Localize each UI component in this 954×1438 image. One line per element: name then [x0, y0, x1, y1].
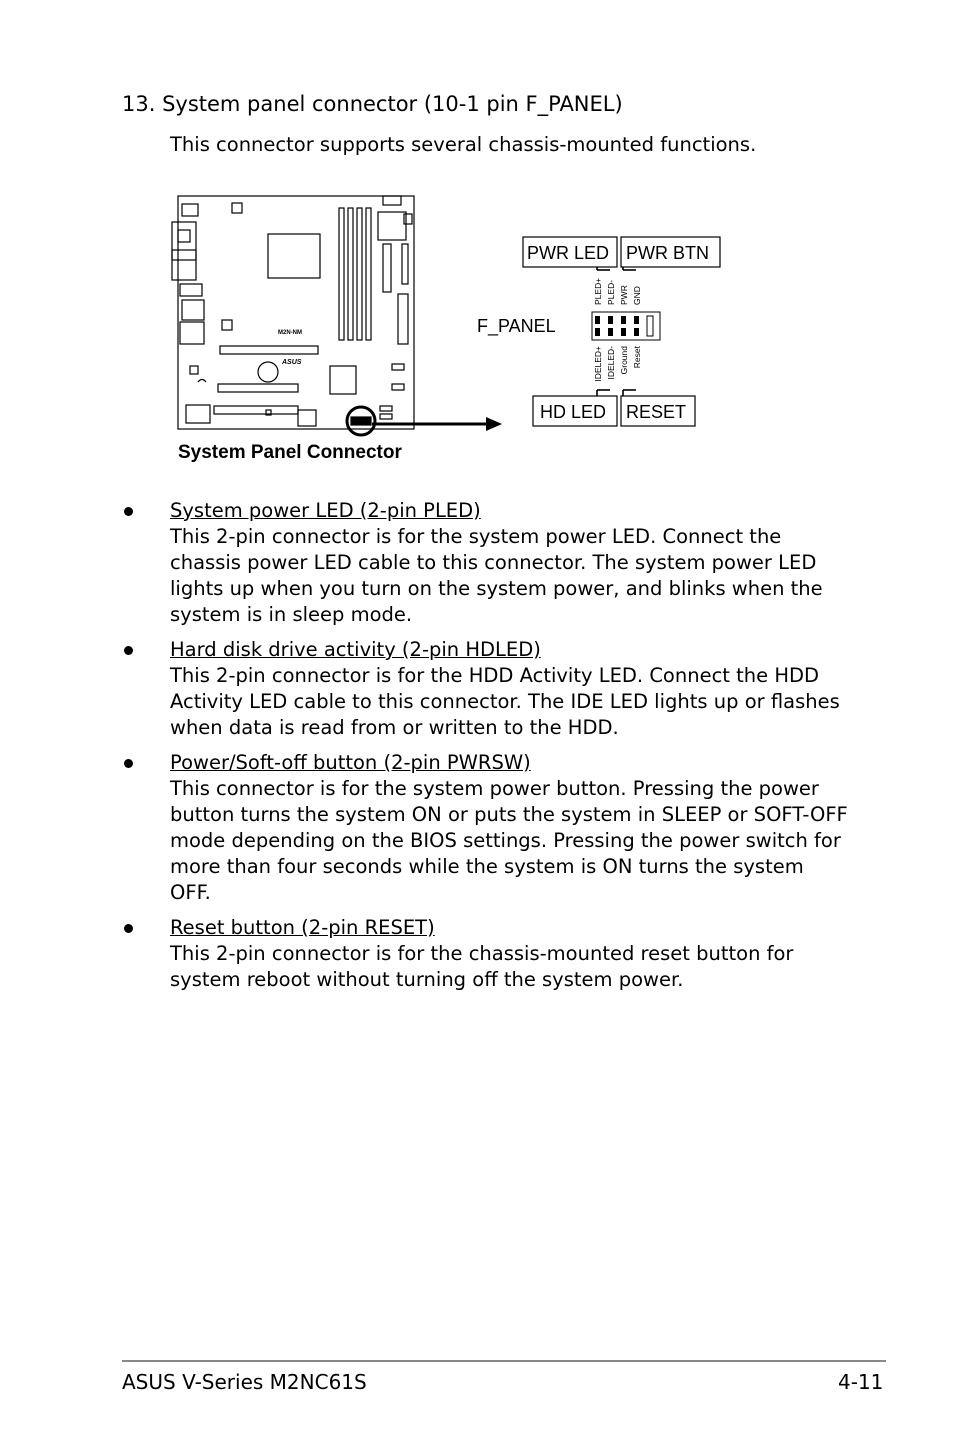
pointer-arrow-head — [486, 417, 502, 431]
reset-label: RESET — [626, 402, 687, 422]
bullet-list — [120, 498, 850, 1002]
bullet-line: This connector is for the system power button. Pressing the power — [170, 777, 819, 800]
bullet-dot — [124, 507, 133, 516]
board-brand-logo: ASUS — [282, 359, 302, 366]
bullet-line: This 2-pin connector is for the chassis-mounted reset button for — [170, 942, 794, 965]
bullet-line: Activity LED cable to this connector. The IDE LED lights up or flashes — [170, 690, 840, 713]
pin-label-pled-minus: PLED- — [606, 279, 616, 305]
bullet-line: mode depending on the BIOS settings. Pressing the power switch for — [170, 829, 841, 852]
bullet-line: more than four seconds while the system is ON turns the system OFF. — [170, 855, 804, 904]
page-number: 4-11 — [838, 1370, 884, 1394]
motherboard-illustration — [172, 196, 414, 435]
bullet-title: System power LED (2-pin PLED) — [170, 499, 481, 522]
pin-header — [592, 312, 660, 340]
bullet-line: This 2-pin connector is for the HDD Activity LED. Connect the HDD — [170, 664, 820, 687]
bullet-title: Reset button (2-pin RESET) — [170, 916, 435, 939]
system-panel-diagram — [0, 0, 954, 480]
pin-label-ideled-plus: IDELED+ — [593, 346, 603, 382]
list-item — [120, 637, 850, 741]
diagram-caption: System Panel Connector — [178, 442, 402, 463]
connector-name-label: F_PANEL — [477, 316, 556, 336]
list-item — [120, 750, 850, 906]
bullet-dot — [124, 646, 133, 655]
bullet-title: Hard disk drive activity (2-pin HDLED) — [170, 638, 541, 661]
bullet-dot — [124, 924, 133, 933]
section-intro: This connector supports several chassis-mounted functions. — [170, 133, 757, 156]
pin-label-gnd: GND — [632, 286, 642, 305]
bullet-line: This 2-pin connector is for the system power LED. Connect the — [170, 525, 782, 548]
section-title: 13. System panel connector (10-1 pin F_PANEL) — [122, 92, 623, 116]
pin-label-reset: Reset — [632, 346, 642, 369]
bullet-line: chassis power LED cable to this connector. The system power LED — [170, 551, 817, 574]
pin-label-pwr: PWR — [619, 285, 629, 305]
board-model-label: M2N-NM — [278, 330, 302, 336]
bullet-line: system reboot without turning off the system power. — [170, 968, 684, 991]
bullet-line: system is in sleep mode. — [170, 603, 413, 626]
bullet-line: when data is read from or written to the HDD. — [170, 716, 619, 739]
pwr-led-label: PWR LED — [527, 243, 610, 263]
pin-label-pled-plus: PLED+ — [593, 277, 603, 305]
hd-led-label: HD LED — [540, 402, 607, 422]
bullet-line: button turns the system ON or puts the system in SLEEP or SOFT-OFF — [170, 803, 848, 826]
bullet-dot — [124, 759, 133, 768]
top-pin-labels — [593, 278, 642, 305]
list-item — [120, 498, 850, 628]
footer-rule — [122, 1360, 886, 1362]
bottom-pin-labels — [593, 345, 642, 381]
footer-title: ASUS V-Series M2NC61S — [122, 1370, 367, 1394]
list-item — [120, 915, 850, 993]
bullet-line: lights up when you turn on the system power, and blinks when the — [170, 577, 823, 600]
pin-label-ground: Ground — [619, 346, 629, 375]
pwr-btn-label: PWR BTN — [626, 243, 709, 263]
bullet-title: Power/Soft-off button (2-pin PWRSW) — [170, 751, 531, 774]
pin-label-ideled-minus: IDELED- — [606, 346, 616, 380]
